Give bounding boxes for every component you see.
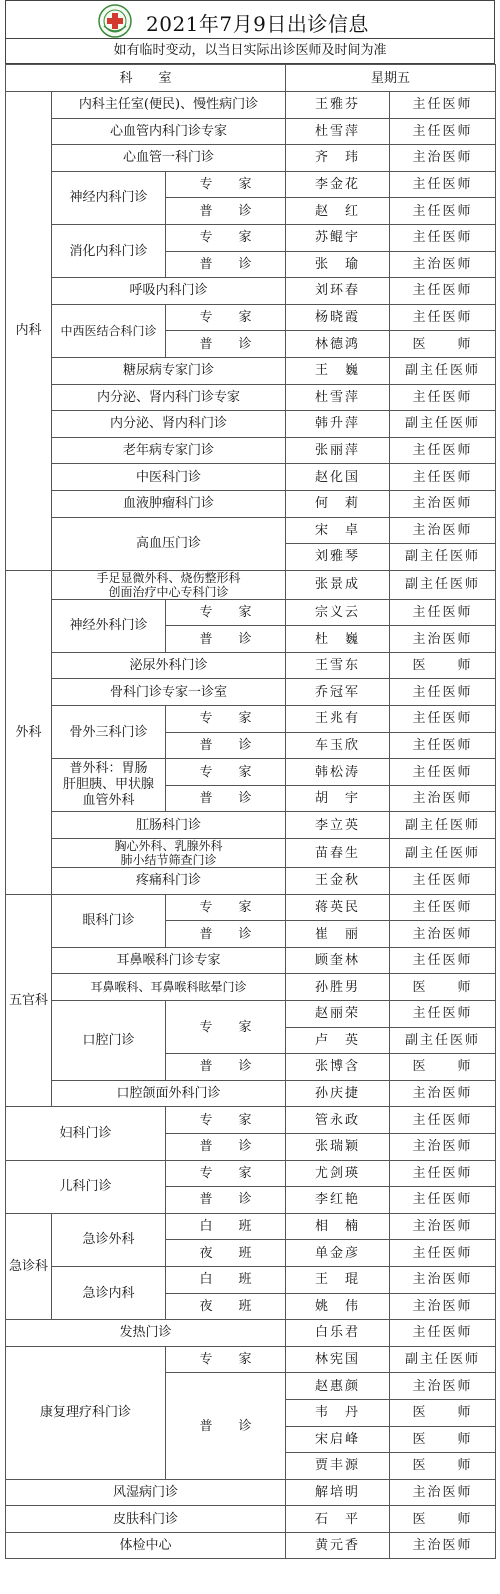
dept-cell: 皮肤科门诊 bbox=[6, 1506, 286, 1533]
table-row bbox=[6, 464, 496, 491]
title-cell: 副主任医师 bbox=[390, 1346, 496, 1373]
dept-cell: 中医科门诊 bbox=[52, 464, 286, 491]
dept-cell: 消化内科门诊 bbox=[52, 224, 166, 277]
table-row bbox=[6, 411, 496, 438]
sub-cell: 普 诊 bbox=[166, 1133, 286, 1160]
sub-cell: 普 诊 bbox=[166, 1187, 286, 1214]
sub-cell: 专 家 bbox=[166, 1160, 286, 1187]
dept-cell: 糖尿病专家门诊 bbox=[52, 357, 286, 384]
category-cell: 内科 bbox=[6, 92, 52, 571]
category-cell: 五官科 bbox=[6, 894, 52, 1107]
dept-cell: 呼吸内科门诊 bbox=[52, 278, 286, 305]
doctor-cell: 张景成 bbox=[286, 570, 390, 599]
table-row bbox=[6, 868, 496, 895]
title-cell: 主任医师 bbox=[390, 1187, 496, 1214]
sub-cell: 普 诊 bbox=[166, 626, 286, 653]
sub-cell: 专 家 bbox=[166, 894, 286, 921]
table-row bbox=[6, 1107, 496, 1134]
doctor-cell: 单金彦 bbox=[286, 1240, 390, 1267]
doctor-cell: 解培明 bbox=[286, 1479, 390, 1506]
title-cell: 主治医师 bbox=[390, 1373, 496, 1400]
title-cell: 医 师 bbox=[390, 652, 496, 679]
doctor-cell: 韩升萍 bbox=[286, 411, 390, 438]
doctor-cell: 杨晓霞 bbox=[286, 304, 390, 331]
table-row bbox=[6, 304, 496, 331]
doctor-cell: 崔 丽 bbox=[286, 921, 390, 948]
table-row bbox=[6, 1001, 496, 1028]
table-row bbox=[6, 517, 496, 544]
table-row bbox=[6, 357, 496, 384]
doctor-cell: 刘环春 bbox=[286, 278, 390, 305]
doctor-cell: 赵惠颜 bbox=[286, 1373, 390, 1400]
doctor-cell: 胡 宇 bbox=[286, 785, 390, 812]
dept-cell: 内科主任室(便民)、慢性病门诊 bbox=[52, 92, 286, 119]
doctor-cell: 孙庆捷 bbox=[286, 1080, 390, 1107]
dept-cell: 血液肿瘤科门诊 bbox=[52, 490, 286, 517]
title-cell: 主任医师 bbox=[390, 599, 496, 626]
table-row bbox=[6, 894, 496, 921]
doctor-cell: 车玉欣 bbox=[286, 732, 390, 759]
title-cell: 主治医师 bbox=[390, 626, 496, 653]
title-cell: 主任医师 bbox=[390, 437, 496, 464]
title-cell: 主治医师 bbox=[390, 1133, 496, 1160]
dept-cell: 中西医结合科门诊 bbox=[52, 304, 166, 357]
doctor-cell: 张 瑜 bbox=[286, 251, 390, 278]
sub-cell: 专 家 bbox=[166, 759, 286, 786]
title-cell: 主治医师 bbox=[390, 145, 496, 172]
doctor-cell: 顾奎林 bbox=[286, 947, 390, 974]
table-row bbox=[6, 278, 496, 305]
doctor-cell: 王金秋 bbox=[286, 868, 390, 895]
dept-cell: 急诊外科 bbox=[52, 1213, 166, 1266]
title-cell: 副主任医师 bbox=[390, 544, 496, 571]
doctor-cell: 宋启峰 bbox=[286, 1426, 390, 1453]
title-cell: 副主任医师 bbox=[390, 411, 496, 438]
table-row bbox=[6, 599, 496, 626]
header-row bbox=[6, 65, 496, 92]
title-cell: 副主任医师 bbox=[390, 570, 496, 599]
sub-cell: 普 诊 bbox=[166, 331, 286, 358]
table-row bbox=[6, 1266, 496, 1293]
title-cell: 副主任医师 bbox=[390, 357, 496, 384]
doctor-cell: 宋 卓 bbox=[286, 517, 390, 544]
sub-cell: 专 家 bbox=[166, 224, 286, 251]
table-row bbox=[6, 92, 496, 119]
sub-cell: 普 诊 bbox=[166, 921, 286, 948]
dept-cell: 高血压门诊 bbox=[52, 517, 286, 570]
title-cell: 主任医师 bbox=[390, 1107, 496, 1134]
doctor-cell: 白乐君 bbox=[286, 1320, 390, 1347]
sub-cell: 专 家 bbox=[166, 171, 286, 198]
title-cell: 主任医师 bbox=[390, 706, 496, 733]
table-row bbox=[6, 1160, 496, 1187]
table-row bbox=[6, 171, 496, 198]
schedule-table bbox=[5, 64, 496, 1559]
doctor-cell: 何 莉 bbox=[286, 490, 390, 517]
doctor-cell: 刘雅琴 bbox=[286, 544, 390, 571]
table-row bbox=[6, 1080, 496, 1107]
doctor-cell: 李红艳 bbox=[286, 1187, 390, 1214]
hospital-logo-icon bbox=[98, 4, 132, 38]
doctor-cell: 韦 丹 bbox=[286, 1399, 390, 1426]
doctor-cell: 乔冠军 bbox=[286, 679, 390, 706]
sub-cell: 专 家 bbox=[166, 304, 286, 331]
title-cell: 主任医师 bbox=[390, 679, 496, 706]
doctor-cell: 李立英 bbox=[286, 812, 390, 839]
dept-cell: 手足显微外科、烧伤整形科 创面治疗中心专科门诊 bbox=[52, 570, 286, 599]
title-row bbox=[5, 0, 495, 38]
dept-cell: 急诊内科 bbox=[52, 1266, 166, 1319]
dept-cell: 普外科：胃肠 肝胆胰、甲状腺 血管外科 bbox=[52, 759, 166, 812]
doctor-cell: 苏鲲宇 bbox=[286, 224, 390, 251]
table-row bbox=[6, 1320, 496, 1347]
sub-cell: 夜 班 bbox=[166, 1240, 286, 1267]
doctor-cell: 赵丽荣 bbox=[286, 1001, 390, 1028]
dept-cell: 妇科门诊 bbox=[6, 1107, 166, 1160]
title-cell: 主治医师 bbox=[390, 785, 496, 812]
table-row bbox=[6, 1532, 496, 1559]
title-cell: 主治医师 bbox=[390, 1293, 496, 1320]
title-cell: 医 师 bbox=[390, 1453, 496, 1480]
doctor-cell: 王兆有 bbox=[286, 706, 390, 733]
title-cell: 主任医师 bbox=[390, 171, 496, 198]
table-row bbox=[6, 974, 496, 1001]
doctor-cell: 李金花 bbox=[286, 171, 390, 198]
sub-cell: 普 诊 bbox=[166, 1054, 286, 1081]
sub-cell: 普 诊 bbox=[166, 198, 286, 225]
title-cell: 主治医师 bbox=[390, 490, 496, 517]
table-row bbox=[6, 437, 496, 464]
title-cell: 主任医师 bbox=[390, 278, 496, 305]
title-cell: 主任医师 bbox=[390, 92, 496, 119]
sub-cell: 专 家 bbox=[166, 1346, 286, 1373]
title-cell: 主任医师 bbox=[390, 118, 496, 145]
category-cell: 急诊科 bbox=[6, 1213, 52, 1319]
title-cell: 主任医师 bbox=[390, 384, 496, 411]
doctor-cell: 相 楠 bbox=[286, 1213, 390, 1240]
title-cell: 主治医师 bbox=[390, 1479, 496, 1506]
table-row bbox=[6, 812, 496, 839]
doctor-cell: 张博含 bbox=[286, 1054, 390, 1081]
table-row bbox=[6, 118, 496, 145]
doctor-cell: 林宪国 bbox=[286, 1346, 390, 1373]
sub-cell: 白 班 bbox=[166, 1213, 286, 1240]
dept-cell: 耳鼻喉科、耳鼻喉科眩晕门诊 bbox=[52, 974, 286, 1001]
title-cell: 主任医师 bbox=[390, 464, 496, 491]
sub-cell: 白 班 bbox=[166, 1266, 286, 1293]
title-cell: 主任医师 bbox=[390, 198, 496, 225]
day-header: 星期五 bbox=[286, 65, 496, 92]
dept-cell: 儿科门诊 bbox=[6, 1160, 166, 1213]
title-cell: 医 师 bbox=[390, 1426, 496, 1453]
doctor-cell: 杜雪萍 bbox=[286, 384, 390, 411]
sub-cell: 夜 班 bbox=[166, 1293, 286, 1320]
doctor-cell: 蒋英民 bbox=[286, 894, 390, 921]
sub-cell: 专 家 bbox=[166, 1001, 286, 1054]
title-cell: 主治医师 bbox=[390, 517, 496, 544]
doctor-cell: 管永政 bbox=[286, 1107, 390, 1134]
doctor-cell: 张丽萍 bbox=[286, 437, 390, 464]
table-row bbox=[6, 1346, 496, 1373]
dept-header: 科 室 bbox=[6, 65, 286, 92]
sub-cell: 专 家 bbox=[166, 706, 286, 733]
dept-cell: 心血管一科门诊 bbox=[52, 145, 286, 172]
table-row bbox=[6, 839, 496, 868]
title-cell: 主任医师 bbox=[390, 1240, 496, 1267]
dept-cell: 肛肠科门诊 bbox=[52, 812, 286, 839]
table-row bbox=[6, 1506, 496, 1533]
table-row bbox=[6, 490, 496, 517]
title-cell: 主治医师 bbox=[390, 251, 496, 278]
title-cell: 医 师 bbox=[390, 331, 496, 358]
dept-cell: 眼科门诊 bbox=[52, 894, 166, 947]
title-cell: 主任医师 bbox=[390, 1160, 496, 1187]
dept-cell: 骨科门诊专家一诊室 bbox=[52, 679, 286, 706]
dept-cell: 神经外科门诊 bbox=[52, 599, 166, 652]
title-cell: 主治医师 bbox=[390, 1532, 496, 1559]
title-cell: 主任医师 bbox=[390, 947, 496, 974]
table-row bbox=[6, 1213, 496, 1240]
dept-cell: 康复理疗科门诊 bbox=[6, 1346, 166, 1479]
dept-cell: 口腔门诊 bbox=[52, 1001, 166, 1081]
dept-cell: 内分泌、肾内科门诊 bbox=[52, 411, 286, 438]
doctor-cell: 齐 玮 bbox=[286, 145, 390, 172]
dept-cell: 疼痛科门诊 bbox=[52, 868, 286, 895]
table-row bbox=[6, 570, 496, 599]
doctor-cell: 张瑞颖 bbox=[286, 1133, 390, 1160]
sub-cell: 普 诊 bbox=[166, 251, 286, 278]
table-row bbox=[6, 652, 496, 679]
table-row bbox=[6, 1479, 496, 1506]
dept-cell: 耳鼻喉科门诊专家 bbox=[52, 947, 286, 974]
dept-cell: 风湿病门诊 bbox=[6, 1479, 286, 1506]
table-row bbox=[6, 384, 496, 411]
doctor-cell: 王雪东 bbox=[286, 652, 390, 679]
table-row bbox=[6, 759, 496, 786]
title-cell: 主任医师 bbox=[390, 1001, 496, 1028]
doctor-cell: 苗春生 bbox=[286, 839, 390, 868]
page-title: 2021年7月9日出诊信息 bbox=[146, 12, 369, 36]
dept-cell: 体检中心 bbox=[6, 1532, 286, 1559]
dept-cell: 发热门诊 bbox=[6, 1320, 286, 1347]
dept-cell: 口腔颌面外科门诊 bbox=[52, 1080, 286, 1107]
title-cell: 医 师 bbox=[390, 1506, 496, 1533]
doctor-cell: 赵 红 bbox=[286, 198, 390, 225]
doctor-cell: 石 平 bbox=[286, 1506, 390, 1533]
doctor-cell: 韩松涛 bbox=[286, 759, 390, 786]
doctor-cell: 赵化国 bbox=[286, 464, 390, 491]
dept-cell: 胸心外科、乳腺外科 肺小结节筛查门诊 bbox=[52, 839, 286, 868]
title-cell: 主任医师 bbox=[390, 868, 496, 895]
category-cell: 外科 bbox=[6, 570, 52, 894]
doctor-cell: 宗义云 bbox=[286, 599, 390, 626]
doctor-cell: 王 琨 bbox=[286, 1266, 390, 1293]
doctor-cell: 卢 英 bbox=[286, 1027, 390, 1054]
doctor-cell: 杜雪萍 bbox=[286, 118, 390, 145]
title-cell: 副主任医师 bbox=[390, 812, 496, 839]
title-cell: 主任医师 bbox=[390, 894, 496, 921]
title-cell: 副主任医师 bbox=[390, 1027, 496, 1054]
table-row bbox=[6, 947, 496, 974]
table-row bbox=[6, 224, 496, 251]
doctor-cell: 孙胜男 bbox=[286, 974, 390, 1001]
doctor-cell: 贾丰源 bbox=[286, 1453, 390, 1480]
title-cell: 主治医师 bbox=[390, 1213, 496, 1240]
sub-cell: 普 诊 bbox=[166, 785, 286, 812]
doctor-cell: 黄元香 bbox=[286, 1532, 390, 1559]
dept-cell: 神经内科门诊 bbox=[52, 171, 166, 224]
sub-cell: 普 诊 bbox=[166, 1373, 286, 1479]
doctor-cell: 林德鸿 bbox=[286, 331, 390, 358]
doctor-cell: 王雅芬 bbox=[286, 92, 390, 119]
sub-cell: 专 家 bbox=[166, 599, 286, 626]
title-cell: 医 师 bbox=[390, 1399, 496, 1426]
dept-cell: 老年病专家门诊 bbox=[52, 437, 286, 464]
table-row bbox=[6, 706, 496, 733]
title-cell: 主任医师 bbox=[390, 1320, 496, 1347]
title-cell: 医 师 bbox=[390, 974, 496, 1001]
title-cell: 医 师 bbox=[390, 1054, 496, 1081]
dept-cell: 骨外三科门诊 bbox=[52, 706, 166, 759]
doctor-cell: 王 巍 bbox=[286, 357, 390, 384]
table-row bbox=[6, 679, 496, 706]
title-cell: 主治医师 bbox=[390, 1080, 496, 1107]
sub-cell: 专 家 bbox=[166, 1107, 286, 1134]
title-cell: 主任医师 bbox=[390, 224, 496, 251]
dept-cell: 内分泌、肾内科门诊专家 bbox=[52, 384, 286, 411]
title-cell: 主任医师 bbox=[390, 732, 496, 759]
sub-cell: 普 诊 bbox=[166, 732, 286, 759]
table-row bbox=[6, 145, 496, 172]
schedule-sheet bbox=[5, 0, 495, 1559]
title-cell: 主治医师 bbox=[390, 921, 496, 948]
dept-cell: 泌尿外科门诊 bbox=[52, 652, 286, 679]
doctor-cell: 杜 巍 bbox=[286, 626, 390, 653]
title-cell: 主治医师 bbox=[390, 1266, 496, 1293]
title-cell: 副主任医师 bbox=[390, 839, 496, 868]
notice-text: 如有临时变动，以当日实际出诊医师及时间为准 bbox=[5, 38, 495, 64]
doctor-cell: 姚 伟 bbox=[286, 1293, 390, 1320]
doctor-cell: 尤剑瑛 bbox=[286, 1160, 390, 1187]
dept-cell: 心血管内科门诊专家 bbox=[52, 118, 286, 145]
title-cell: 主任医师 bbox=[390, 759, 496, 786]
title-cell: 主任医师 bbox=[390, 304, 496, 331]
